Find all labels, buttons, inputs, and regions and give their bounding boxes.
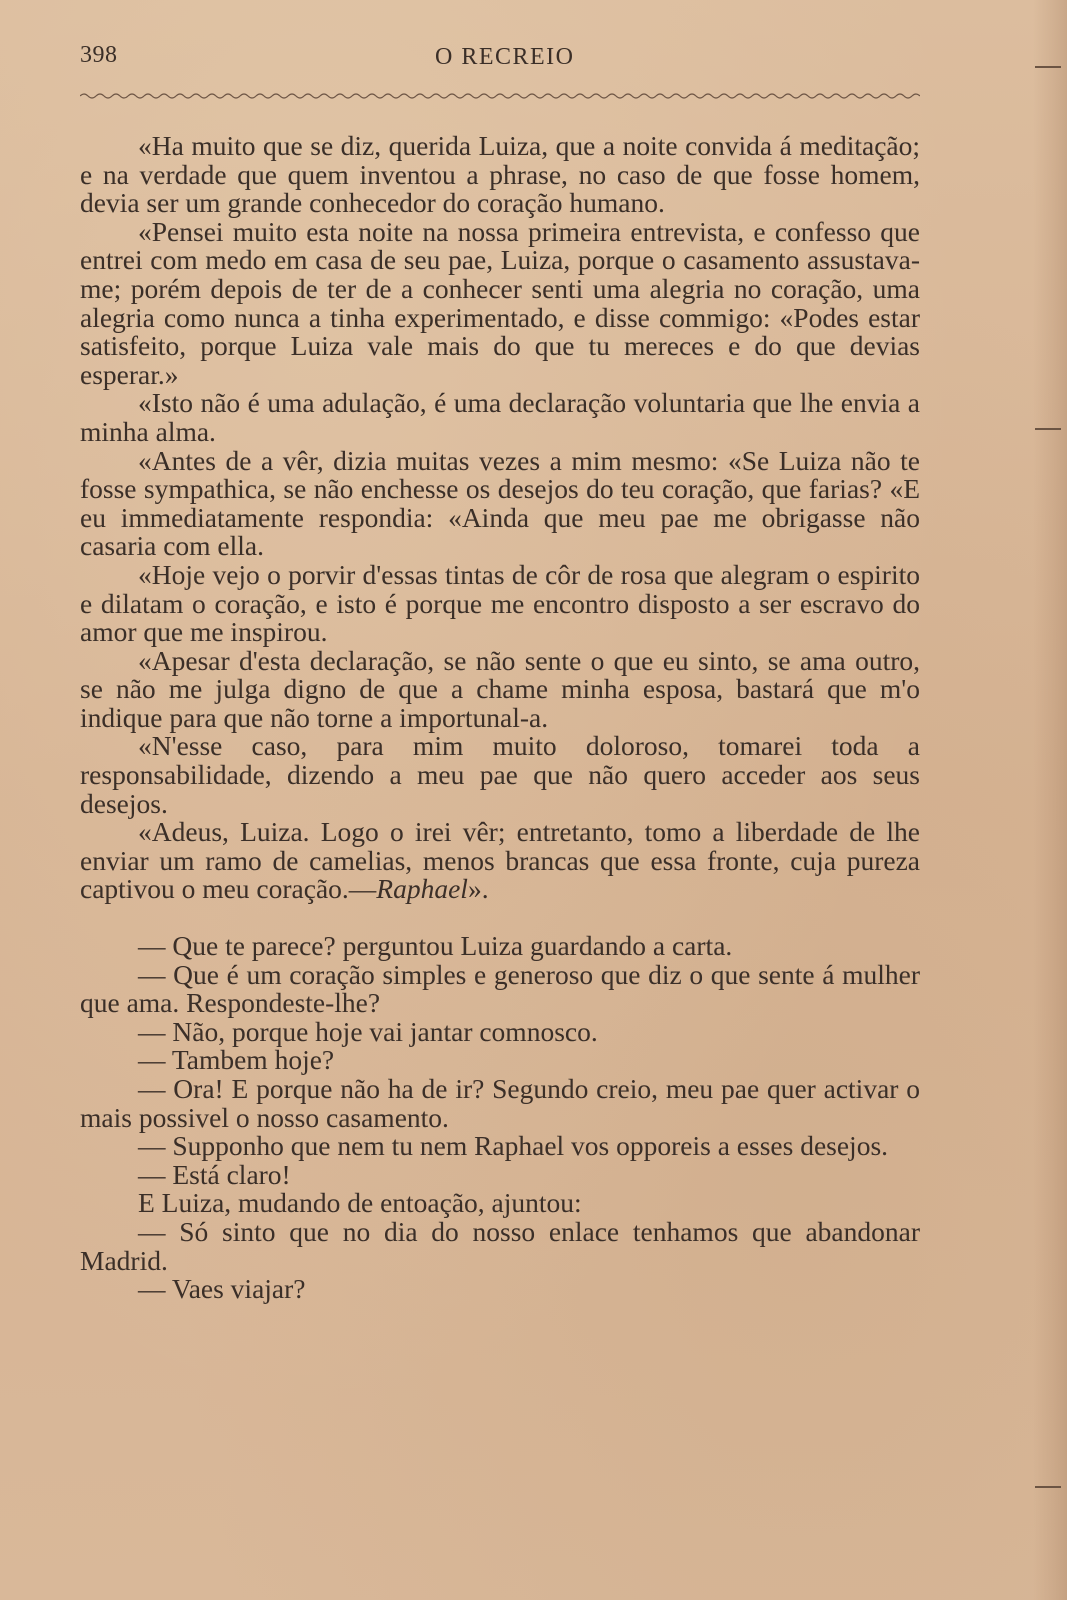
dialogue-line: — Vaes viajar? xyxy=(138,1273,306,1305)
dialogue-line: — Que te parece? perguntou Luiza guardando a carta. xyxy=(138,930,733,962)
signature-close: ». xyxy=(467,873,489,905)
dialogue-line: — Está claro! xyxy=(138,1158,291,1190)
paragraph: «Isto não é uma adulação, é uma declaração voluntaria que lhe envia a minha alma. xyxy=(80,387,920,447)
paragraph: «Pensei muito esta noite na nossa primeira entrevista, e confesso que entrei com medo em casa de seu pae, Luiza, porque o casamento assustava-me; porém depois de ter de a conhecer senti uma alegria no coração, uma alegria como nunca a tinha experimentado, e disse commigo: «Podes estar satisfeito, porque Luiza vale mais do que tu mereces e do que devias esperar.» xyxy=(80,215,920,390)
body-text xyxy=(80,132,920,1304)
dialogue-line: — Supponho que nem tu nem Raphael vos opporeis a esses desejos. xyxy=(138,1130,889,1162)
running-title: O RECREIO xyxy=(435,44,575,70)
dialogue-line: — Que é um coração simples e generoso que diz o que sente á mulher que ama. Respondeste-lhe? xyxy=(80,958,920,1019)
paragraph: «Adeus, Luiza. Logo o irei vêr; entretanto, tomo a liberdade de lhe enviar um ramo de camelias, menos brancas que essa fronte, cuja pureza captivou o meu coração.— xyxy=(80,816,920,905)
paragraph: «Ha muito que se diz, querida Luiza, que a noite convida á meditação; e na verdade que quem inventou a phrase, no caso de que fosse homem, devia ser um grande conhecedor do coração humano. xyxy=(80,130,920,219)
page-header xyxy=(80,42,920,82)
dialogue-line: — Ora! E porque não ha de ir? Segundo creio, meu pae quer activar o mais possivel o nosso casamento. xyxy=(80,1073,920,1133)
margin-mark xyxy=(1035,66,1061,68)
paragraph-with-signature xyxy=(80,818,920,904)
margin-mark xyxy=(1035,1486,1061,1488)
section-gap xyxy=(80,904,920,932)
decorative-wavy-rule xyxy=(80,88,920,104)
dialogue-line: E Luiza, mudando de entoação, ajuntou: xyxy=(138,1187,582,1219)
paragraph: «Antes de a vêr, dizia muitas vezes a mim mesmo: «Se Luiza não te fosse sympathica, se não enchesse os desejos do teu coração, que farias? «E eu immediatamente respondia: «Ainda que meu pae me obrigasse não casaria com ella. xyxy=(80,444,920,562)
paragraph: «N'esse caso, para mim muito doloroso, tomarei toda a responsabilidade, dizendo a meu pae que não quero acceder aos seus desejos. xyxy=(80,730,920,819)
dialogue-line: — Só sinto que no dia do nosso enlace tenhamos que abandonar Madrid. xyxy=(80,1215,920,1276)
letter-signature: Raphael xyxy=(376,873,468,905)
paragraph: «Apesar d'esta declaração, se não sente o que eu sinto, se ama outro, se não me julga digno de que a chame minha esposa, bastará que m'o indique para que não torne a importunal-a. xyxy=(80,644,920,733)
paragraph: «Hoje vejo o porvir d'essas tintas de côr de rosa que alegram o espirito e dilatam o coração, e isto é porque me encontro disposto a ser escravo do amor que me inspirou. xyxy=(80,558,920,648)
page-number: 398 xyxy=(80,42,118,68)
page-edge-shadow xyxy=(1033,0,1067,1600)
margin-mark xyxy=(1035,428,1061,430)
dialogue-line: — Não, porque hoje vai jantar comnosco. xyxy=(138,1015,598,1047)
dialogue-line: — Tambem hoje? xyxy=(138,1044,335,1076)
